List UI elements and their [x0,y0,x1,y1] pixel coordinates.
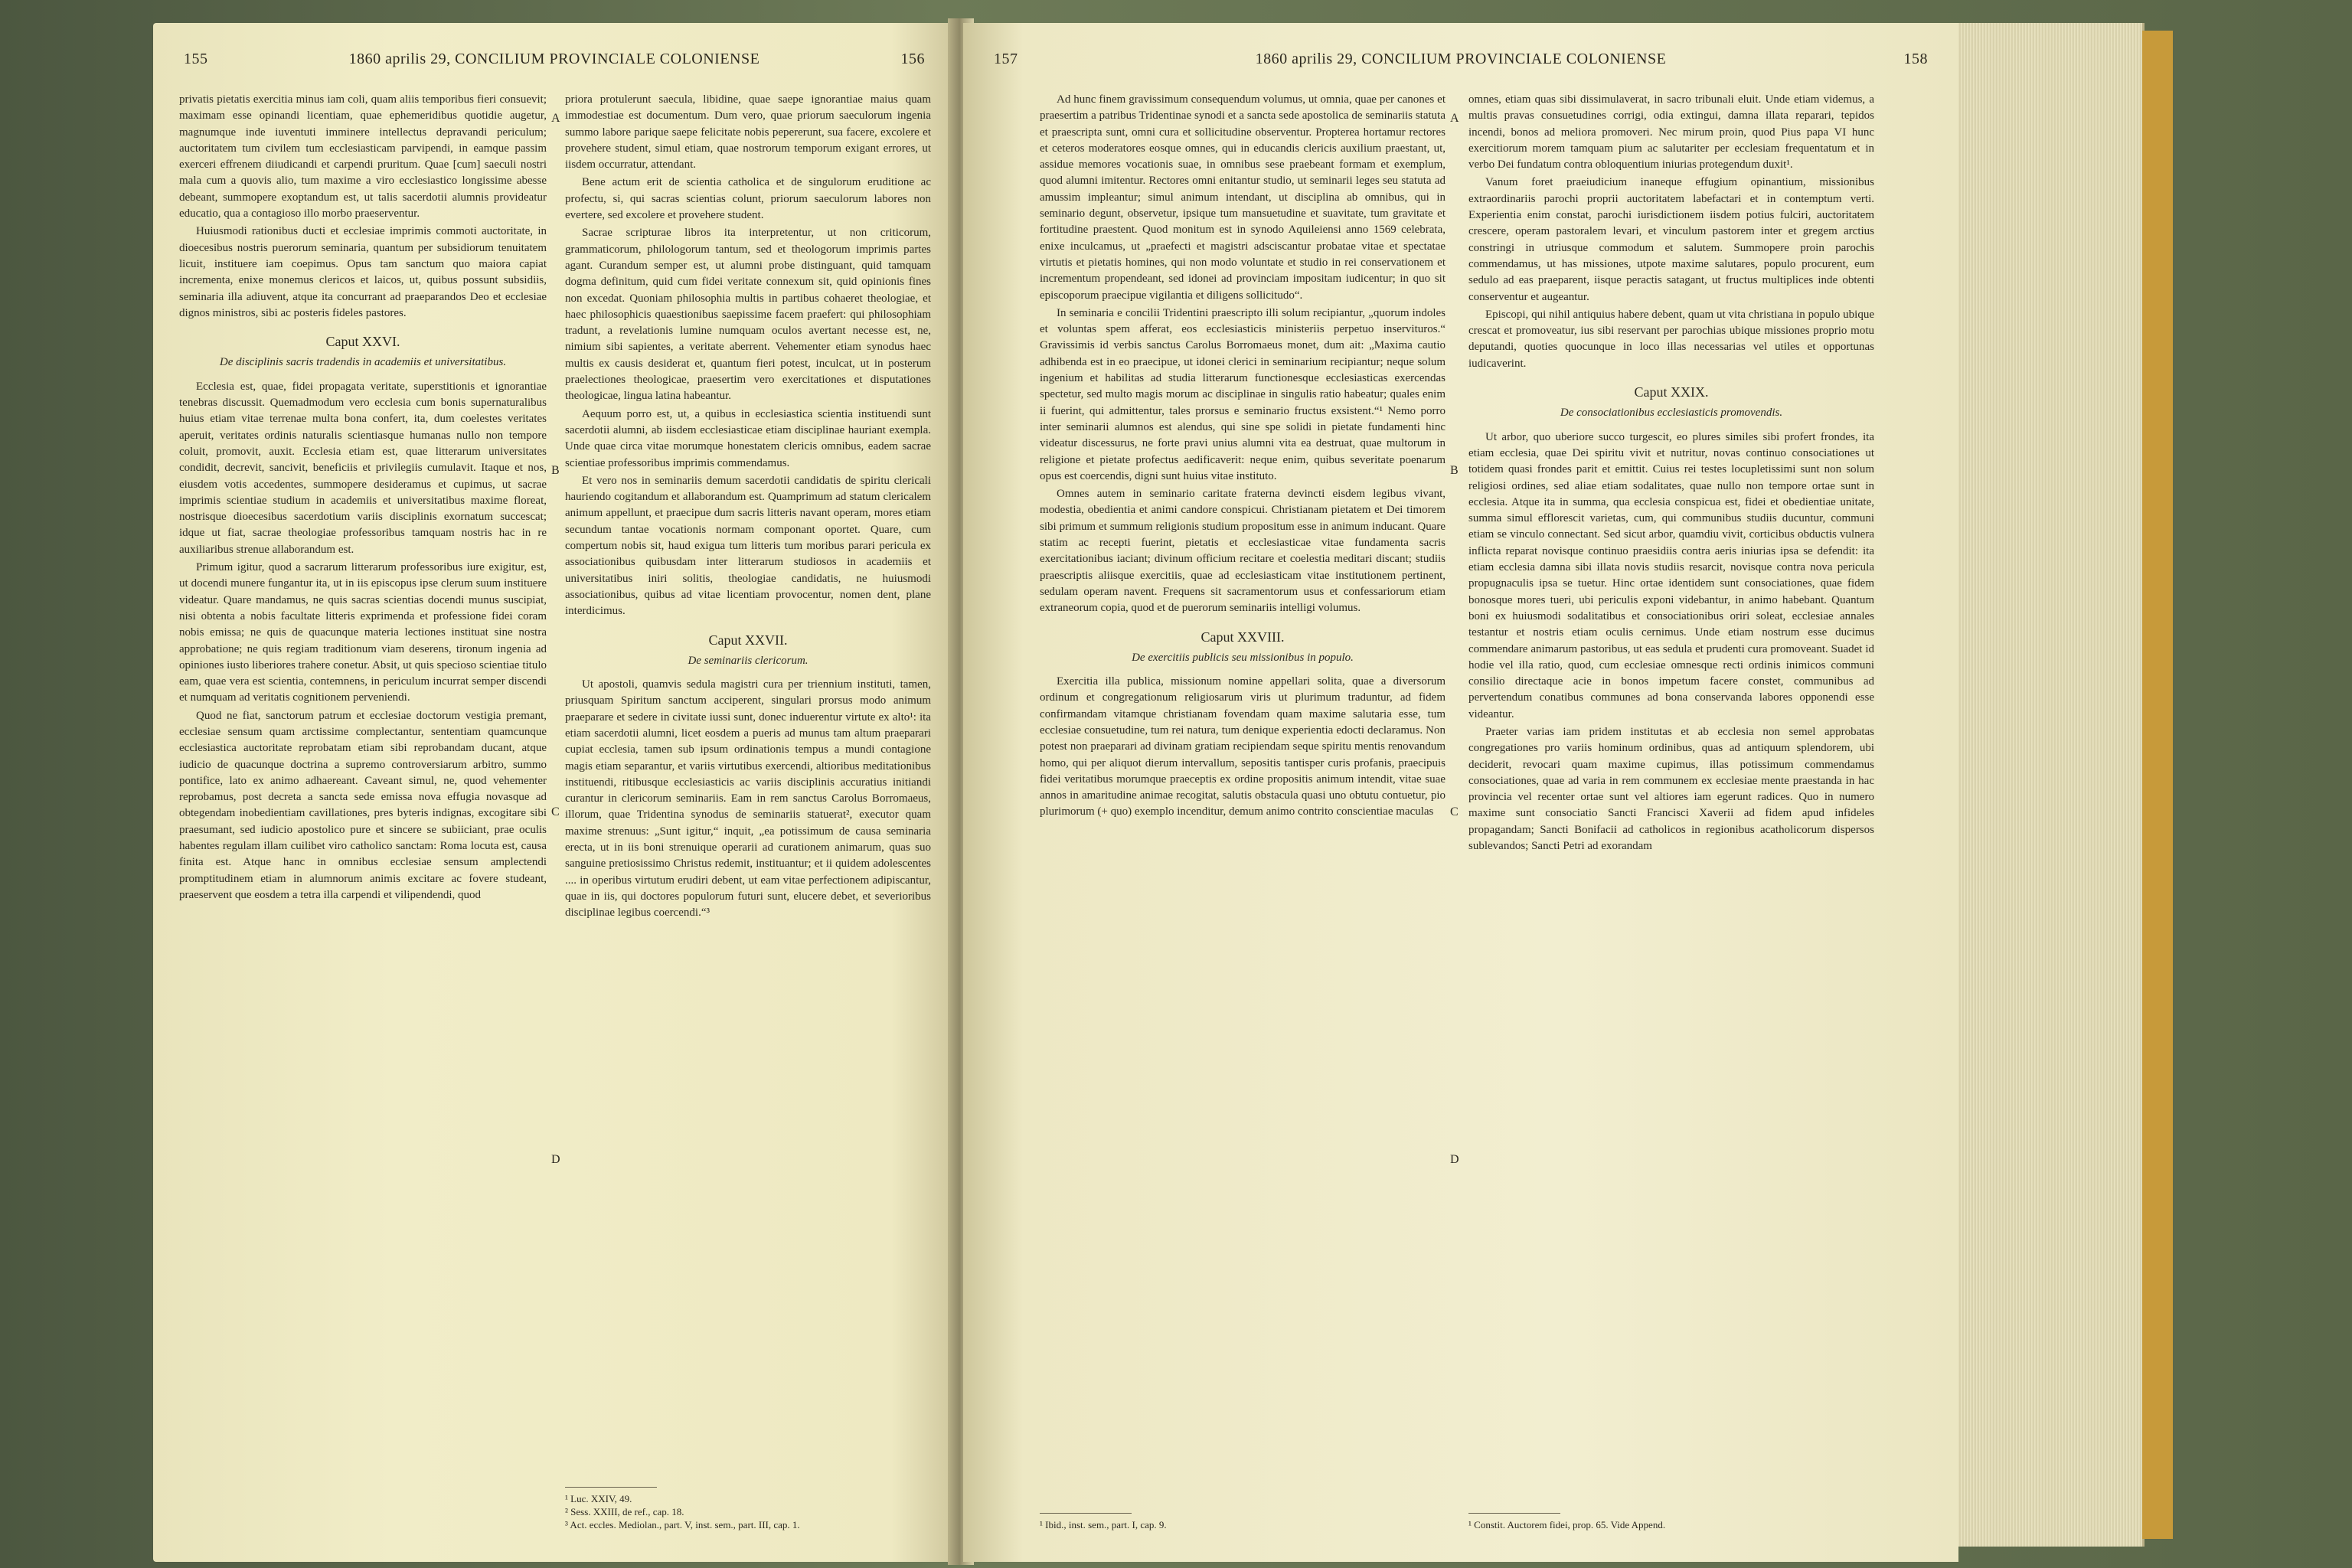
footnotes [565,1487,931,1531]
left-page [153,23,956,1562]
page-number: 157 [994,51,1018,67]
paragraph: Vanum foret praeiudicium inaneque effugium opinantium, missionibus extraordinariis parochi proprii auctoritatem labefactari et in contemptum verti. Experientia enim constat, parochi iurisdictionem iisdem potius fulciri, auctoritatem crescere, operam pastoralem levari, et vinculum pastorem inter et gregem arctius constringi in utriusque commodum et salutem. Summopere proin parochis commendamus, ut has missiones, utpote maxime salutares, populo procurent, eum sedulo ad eas praeparent, iisque peractis satagant, ut fructus multiplices inde obtenti conserventur et augeantur. [1468,176,1874,303]
footnotes [1468,1513,1874,1531]
footnote: ³ Act. eccles. Mediolan., part. V, inst. sem., part. III, cap. 1. [565,1519,800,1530]
page-number: 155 [184,51,208,67]
page-number: 156 [900,51,925,67]
margin-marker: A [551,112,560,125]
paragraph: Bene actum erit de scientia catholica et de singulorum eruditione ac profectu, si, qui sacras scientias colunt, priorum saeculorum labores non evertere, sed excolere et provehere student. [565,176,931,222]
right-page-column-2 [1468,92,1874,856]
paragraph: Et vero nos in seminariis demum sacerdotii candidatis de spiritu clericali hauriendo cogitandum et allaborandum est. Quamprimum ad statum clericalem animum appellunt, et praecipue dum sacris litteris navant operam, mores etiam secundum tantae vocationis normam componant oportet. Quare, cum compertum nobis sit, haud exigua tum litteris tum moribus parari pericula ex associationibus quibusdam inter litterarum studiosos in academiis et universitatibus iniri solitis, theologiae candidatis, ne huiusmodi associationibus, quibus ad vitae licentiam provocentur, nomen dent, plane interdicimus. [565,474,931,618]
footnote: ² Sess. XXIII, de ref., cap. 18. [565,1506,684,1517]
footnote-rule [565,1487,657,1488]
footnote: ¹ Constit. Auctorem fidei, prop. 65. Vide Append. [1468,1519,1666,1530]
chapter-title: De consociationibus ecclesiasticis promovendis. [1560,407,1783,420]
margin-marker: C [1450,805,1459,818]
paragraph: Ad hunc finem gravissimum consequendum volumus, ut omnia, quae per canones et praesertim a patribus Tridentinae synodi et a sancta sede apostolica de seminariis statuta et praescripta sunt, omni cura et sollicitudine observentur. Propterea hortamur rectores et ceteros moderatores eosque omnes, qui in educandis clericis auxilium praestant, ut, assidue memores vocationis suae, in omnibus sese praebeant formam et exemplum, quod alumni imitentur. Rectores omni enitantur studio, ut seminarii leges seu statuta ad amussim impleantur; simul animum intendant, ut disciplina ab omnibus, qui in seminario degunt, observetur, ipsique tum mansuetudine et suavitate, tum gravitate et fortitudine praestent. Quod monitum est in synodo Aquileiensi anno 1569 celebrata, enixe inculcamus, ut „praefecti et magistri adsciscantur probatae vitae et spectatae virtutis et pietatis homines, qui non modo voluntate et studio in rei conservationem et incrementum propendeant, sed idonei ad provinciam impositam iudicentur; in quo sit episcoporum praecipue vigilantia et diligens sollicitudo“. [1040,93,1446,302]
page-number: 158 [1903,51,1928,67]
paragraph: Praeter varias iam pridem institutas et ab ecclesia non semel approbatas congregationes pro variis hominum ordinibus, quas ad antiquum splendorem, ubi deciderit, revocari quam maxime cupimus, illas potissimum commendamus consociationes, quae ad varia in rem communem ex ecclesiae mente praestanda in hac provincia vel recenter ortae sunt vel altiores iam egerunt radices. Quo in numero maxime sunt consociatio Sancti Francisci Xaverii ad fidem apud infideles propagandam; Sancti Bonifacii ad catholicos in regionibus acatholicorum dispersos sublevandos; Sancti Petri ad exorandam [1468,725,1874,853]
paragraph: Ut apostoli, quamvis sedula magistri cura per triennium instituti, tamen, priusquam Spiritum sanctum acciperent, singulari prorsus modo animum praeparare et sedere in civitate iussi sunt, donec induerentur virtute ex alto¹: ita etiam sacerdotii alumni, licet eosdem a pueris ad munus tam altum praeparari cupiat ecclesia, tamen sub ipsum ordinationis tempus a mundi contagione magis etiam separantur, et variis virtutibus exercendi, altioribus meditationibus instituendi, ritibusque ecclesiasticis ac variis disciplinis accuratius initiandi curantur in clericorum seminariis. Eam in rem sanctus Carolus Borromaeus, illorum, quae Tridentina synodus de seminariis statuerat², executor quam maxime strenuus: „Sunt igitur,“ inquit, „ea potissimum de causa seminaria erecta, ut in iis boni strenuique operarii ad curationem animarum, quas suo sanguine pretiosissimo Christus redemit, instituantur; et ii quidem adolescentes .... in operibus virtutum erudiri debent, ut eam vitae perfectionem adipiscantur, quae in iis, qui doctores populorum futuri sunt, elucere debet, et severioribus disciplinae legibus coercendi.“³ [565,678,931,920]
paragraph: Omnes autem in seminario caritate fraterna devincti eisdem legibus vivant, modestia, obedientia et animi candore conspicui. Christianam pietatem et Dei timorem sibi primum et summum religionis studium propositum esse in animum inducant. Quare statim ac recepti fuerint, pietatis et ecclesiasticae vitae fundamenta sacris exercitationibus iaciant; divinum officium recitare et coelestia meditari discant; studiis praescriptis aliisque exercitiis, quae ad ecclesiasticam vitae institutionem pertinent, sedulam operam navent. Frequens sit sacramentorum usus et confessariorum etiam extraneorum copia, quod et de puerorum seminariis intelligi volumus. [1040,488,1446,615]
right-page-header [994,51,1928,74]
right-page [963,23,1958,1562]
page-edges [1958,23,2145,1547]
paragraph: Episcopi, qui nihil antiquius habere debent, quam ut vita christiana in populo ubique crescat et promoveatur, ius sibi reservant per parochias ubique missiones proprio motu deputandi, quoties quocunque in loco illas necessarias vel utiles et opportunas iudicaverint. [1468,308,1874,370]
margin-marker: C [551,805,560,818]
left-page-column-2 [565,92,931,923]
paragraph: Quod ne fiat, sanctorum patrum et ecclesiae doctorum vestigia premant, ecclesiae sensum quam arctissime complectantur, sententiam quamcunque ecclesiastica auctoritate reprobatam etiam sibi reprobandam ducant, atque iudicio de quacunque doctrina a supremo controversiarum arbitro, summo pontifice, lato ex animo adhaereant. Caveant simul, ne, quod vehementer reprobamus, post decreta a sancta sede emissa nova effugia novasque ad obtegendam inobedientiam cavillationes, pres byteris indignas, excogitare sibi praesumant, sed iudicio apostolico pure et sincere se subiiciant, prae oculis habentes regulam illam cuilibet viro catholico sanctam: Roma locuta est, causa finita est. Atque hanc in omnibus ecclesiae sensum amplectendi promptitudinem etiam in alumnorum animis excitare ac fovere studeant, praeservent que eosdem a tetra illa carpendi et vilipendendi, quod [179,709,547,901]
book-cover-edge [2142,31,2173,1539]
running-title: 1860 aprilis 29, CONCILIUM PROVINCIALE COLONIENSE [1255,51,1667,67]
footnotes [1040,1513,1446,1531]
paragraph: Ecclesia est, quae, fidei propagata veritate, superstitionis et ignorantiae tenebras discussit. Quemadmodum vero ecclesia cum bonis supernaturalibus huius etiam vitae terrenae multa bona confert, ita, dum coelestes veritates aperuit, veritates ordinis naturalis scientiasque humanas nullo non tempore coluit, promovit, auxit. Ecclesia etiam est, quae litterarum universitates condidit, decrevit, sancivit, beneficiis et privilegiis cumulavit. Itaque et nos, eiusdem votis accedentes, summopere desideramus et cupimus, ut sacrae imprimis scientiae studium in academiis et universitatibus maxime floreat, nostrisque dioecesibus sacerdotium variis disciplinis exornatum succescat; idque ut fiat, sacrae theologiae professoribus tamquam nostris hac in re auxiliaribus strenue allaborandum est. [179,380,547,556]
margin-marker: B [551,464,560,477]
left-page-column-1 [179,92,547,905]
chapter-title: De exercitiis publicis seu missionibus in populo. [1132,651,1354,664]
chapter-title: De disciplinis sacris tradendis in academiis et universitatibus. [219,356,507,369]
paragraph: Aequum porro est, ut, a quibus in ecclesiastica scientia instituendi sunt sacerdotii alumni, ab iisdem ecclesiasticae etiam disciplinae hauriant exempla. Unde quae circa vitae morumque honestatem clericis omnibus, eadem sacrae scientiae professoribus imprimis commendamus. [565,407,931,469]
margin-marker: A [1450,112,1459,125]
chapter-heading: Caput XXVII. [708,632,788,648]
paragraph: privatis pietatis exercitia minus iam coli, quam aliis temporibus fieri consuevit; maximam esse opinandi licentiam, quae ephemeridibus quotidie augetur, magnumque inde iuventuti imminere intellectus depravandi periculum; auctoritatem tum civilem tum ecclesiasticam parvipendi, in eamque passim exerceri effrenem diiudicandi et carpendi pruritum. Quae [cum] saeculi nostri mala cum a quovis alio, tum maxime a viro ecclesiastico longissime abesse debeant, summopere exoptandum est, ut talis sacerdotii alumnis provideatur educatio, qua a contagioso illo morbo praeserventur. [179,93,547,220]
paragraph: omnes, etiam quas sibi dissimulaverat, in sacro tribunali eluit. Unde etiam videmus, a multis pravas consuetudines corrigi, odia extingui, damna illata reparari, tepidos incendi, bonos ad meliora promoveri. Nec mirum proin, quod Pius papa VI hunc exercitiorum morem tamquam pium ac salutariter per ecclesiam frequentatum et in verbo Dei fundatum contra obloquentium iniurias protegendum duxit¹. [1468,93,1874,172]
paragraph: In seminaria e concilii Tridentini praescripto illi solum recipiantur, „quorum indoles et voluntas spem afferat, eos ecclesiasticis ministeriis perpetuo inservituros.“ Gravissimis id verbis sanctus Carolus Borromaeus monet, dum ait: „Maxima cautio adhibenda est in eo praecipue, ut idonei clerici in seminarium recipiantur; neque solum ingenium et habilitas ad studia litterarum functionesque ecclesiasticas exercendas spectetur, sed multo magis morum ac disciplinae in singulis ratio habeatur; quales enim ii fuerint, qui admittentur, tales prorsus e seminario fructus exsistent.“¹ Nemo porro inter seminarii alumnos est alendus, qui sine spe solidi in pietate fundamenti hinc videatur discessurus, ne forte pravi unius alumni vita ea destruat, quae multorum in religione et pietate profectus aedificaverit: neque enim, quibus severitate poenarum opus est coercendis, digni sunt huius vitae instituto. [1040,306,1446,482]
footnote: ¹ Ibid., inst. sem., part. I, cap. 9. [1040,1519,1167,1530]
margin-marker: B [1450,464,1459,477]
paragraph: Sacrae scripturae libros ita interpretentur, ut non criticorum, grammaticorum, philologorum tantum, sed et theologorum imprimis partes agant. Curandum semper est, ut alumni probe distinguant, quid tamquam dogma definitum, quid cum fidei veritate connexum sit, quid opinionis fines non excedat. Quoniam philosophia multis in partibus cohaeret theologiae, et haec philosophicis quaestionibus saepissime facem praefert: qui philosophiam tradunt, a revelationis lumine numquam oculos avertant necesse est, ne, nimium sibi sapientes, a veritate aberrent. Vehementer etiam synodus haec multis ex causis desiderat et, quantum fieri potest, inculcat, ut in posterum praelectiones theologicae, praesertim vero exercitationes et disputationes theologicae, lingua latina habeantur. [565,227,931,403]
paragraph: priora protulerunt saecula, libidine, quae saepe ignorantiae maius quam immodestiae est documentum. Dum vero, quae priorum saeculorum ingenia summo labore parique saepe felicitate nobis pepererunt, sua facere, excolere et provehere student, simul etiam, quae nostrorum temporum exigant errores, ut iisdem occurratur, attendant. [565,93,931,172]
paragraph: Primum igitur, quod a sacrarum litterarum professoribus iure exigitur, est, ut docendi munere fungantur ita, ut in iis episcopus ipse clerum suum instituere videatur. Quare mandamus, ne quis sacras scientias docendi munus suscipiat, nisi obtenta a nobis facultate litteris exprimenda et professione fidei coram nobis emissa; ne quis de quacunque materia lectiones instituat sine nostra approbatione; ne quis regiam traditionum viam deserens, tironum ingenia ad opiniones iusto liberiores trahere conetur. Absit, ut quis specioso scientiae titulo eam, quae vera est scientia, contemnens, in periculum incurrat semper discendi et numquam ad veritatis cognitionem perveniendi. [179,561,547,704]
footnote-rule [1468,1513,1560,1514]
chapter-heading: Caput XXIX. [1634,384,1709,400]
footnote: ¹ Luc. XXIV, 49. [565,1493,632,1504]
chapter-heading: Caput XXVI. [325,334,400,350]
margin-marker: D [551,1153,560,1166]
chapter-heading: Caput XXVIII. [1200,629,1285,645]
margin-marker: D [1450,1153,1459,1166]
paragraph: Huiusmodi rationibus ducti et ecclesiae imprimis commoti auctoritate, in dioecesibus nostris puerorum seminaria, quantum per subsidiorum tenuitatem licuit, instituere iam coepimus. Opus tam sanctum quo maiora capiat incrementa, enixe monemus clericos et laicos, ut, quibus possunt subsidiis, seminaria illa adiuvent, atque ita concurrant ad praeparandos Deo et ecclesiae dignos ministros, sibi ac posteris fideles pastores. [179,225,547,319]
right-page-column-1 [1040,92,1446,822]
footnote-rule [1040,1513,1132,1514]
left-page-header [184,51,925,74]
running-title: 1860 aprilis 29, CONCILIUM PROVINCIALE COLONIENSE [348,51,760,67]
chapter-title: De seminariis clericorum. [688,654,808,667]
paragraph: Exercitia illa publica, missionum nomine appellari solita, quae a diversorum ordinum et congregationum religiosarum viris ut plurimum traduntur, ad fidem confirmandam vitamque christianam fovendam quam maxime salutaria esse, tum ecclesiae consuetudine, tum rei natura, tum denique experientia edocti declaramus. Non potest non praeparari ad divinam gratiam recipiendam seque spiritu mentis renovandum homo, qui per aliquot dierum intervallum, sepositis tantisper curis profanis, praecipuis fidei veritatibus morumque praeceptis ex ordine propositis animum intendit, vitae suae annos in amaritudine animae recogitat, salutis obstacula quasi uno obtutu contuetur, pio plurimorum (+ quo) exemplo incenditur, demum animo contrito conscientiae maculas [1040,675,1446,818]
paragraph: Ut arbor, quo uberiore succo turgescit, eo plures similes sibi profert frondes, ita etiam ecclesia, quae Dei spiritu vivit et nutritur, novas continuo consociationes ut totidem quasi frondes parit et emittit. Cuius rei testes locupletissimi sunt non solum religiosi ordines, sed aliae etiam sodalitates, quae nullo non tempore ortae sunt in ecclesia. Atque ita in summa, qua ecclesia conspicua est, fidei et obedientiae unitate, summa simul efflorescit varietas, cum, qui communibus studiis ducuntur, communi etiam se vinculo connectant. Sed sicut arbor, quamdiu vivit, corticibus obductis vulnera inflicta reparat novisque continuo praesidiis contra aeris iniurias ipsa se defendit: ita etiam ecclesia damna sibi illata novis studiis resarcit, novisque contra nova pericula propugnaculis ipsa se tuetur. Hinc ortae identidem sunt consociationes, quae fidem bonosque mores tueri, ubi periculis exponi videbantur, in animo habebant. Quantum boni ex huiusmodi sodalitatibus et consociationibus oriri soleat, ecclesiae annales testantur et nostris etiam oculis cernimus. Unde etiam nostrum esse ducimus commendare animarum pastoribus, ut eas sedula et prudenti cura promoveant. Suadet id hodie vel illa ratio, quod, cum ecclesiae omnesque recti ordinis inimicos communi consilio directaque acie in bonos impetum facere constet, communibus ad pervertendum conatibus communes ad bona conservanda labores opponendi esse videantur. [1468,430,1874,720]
